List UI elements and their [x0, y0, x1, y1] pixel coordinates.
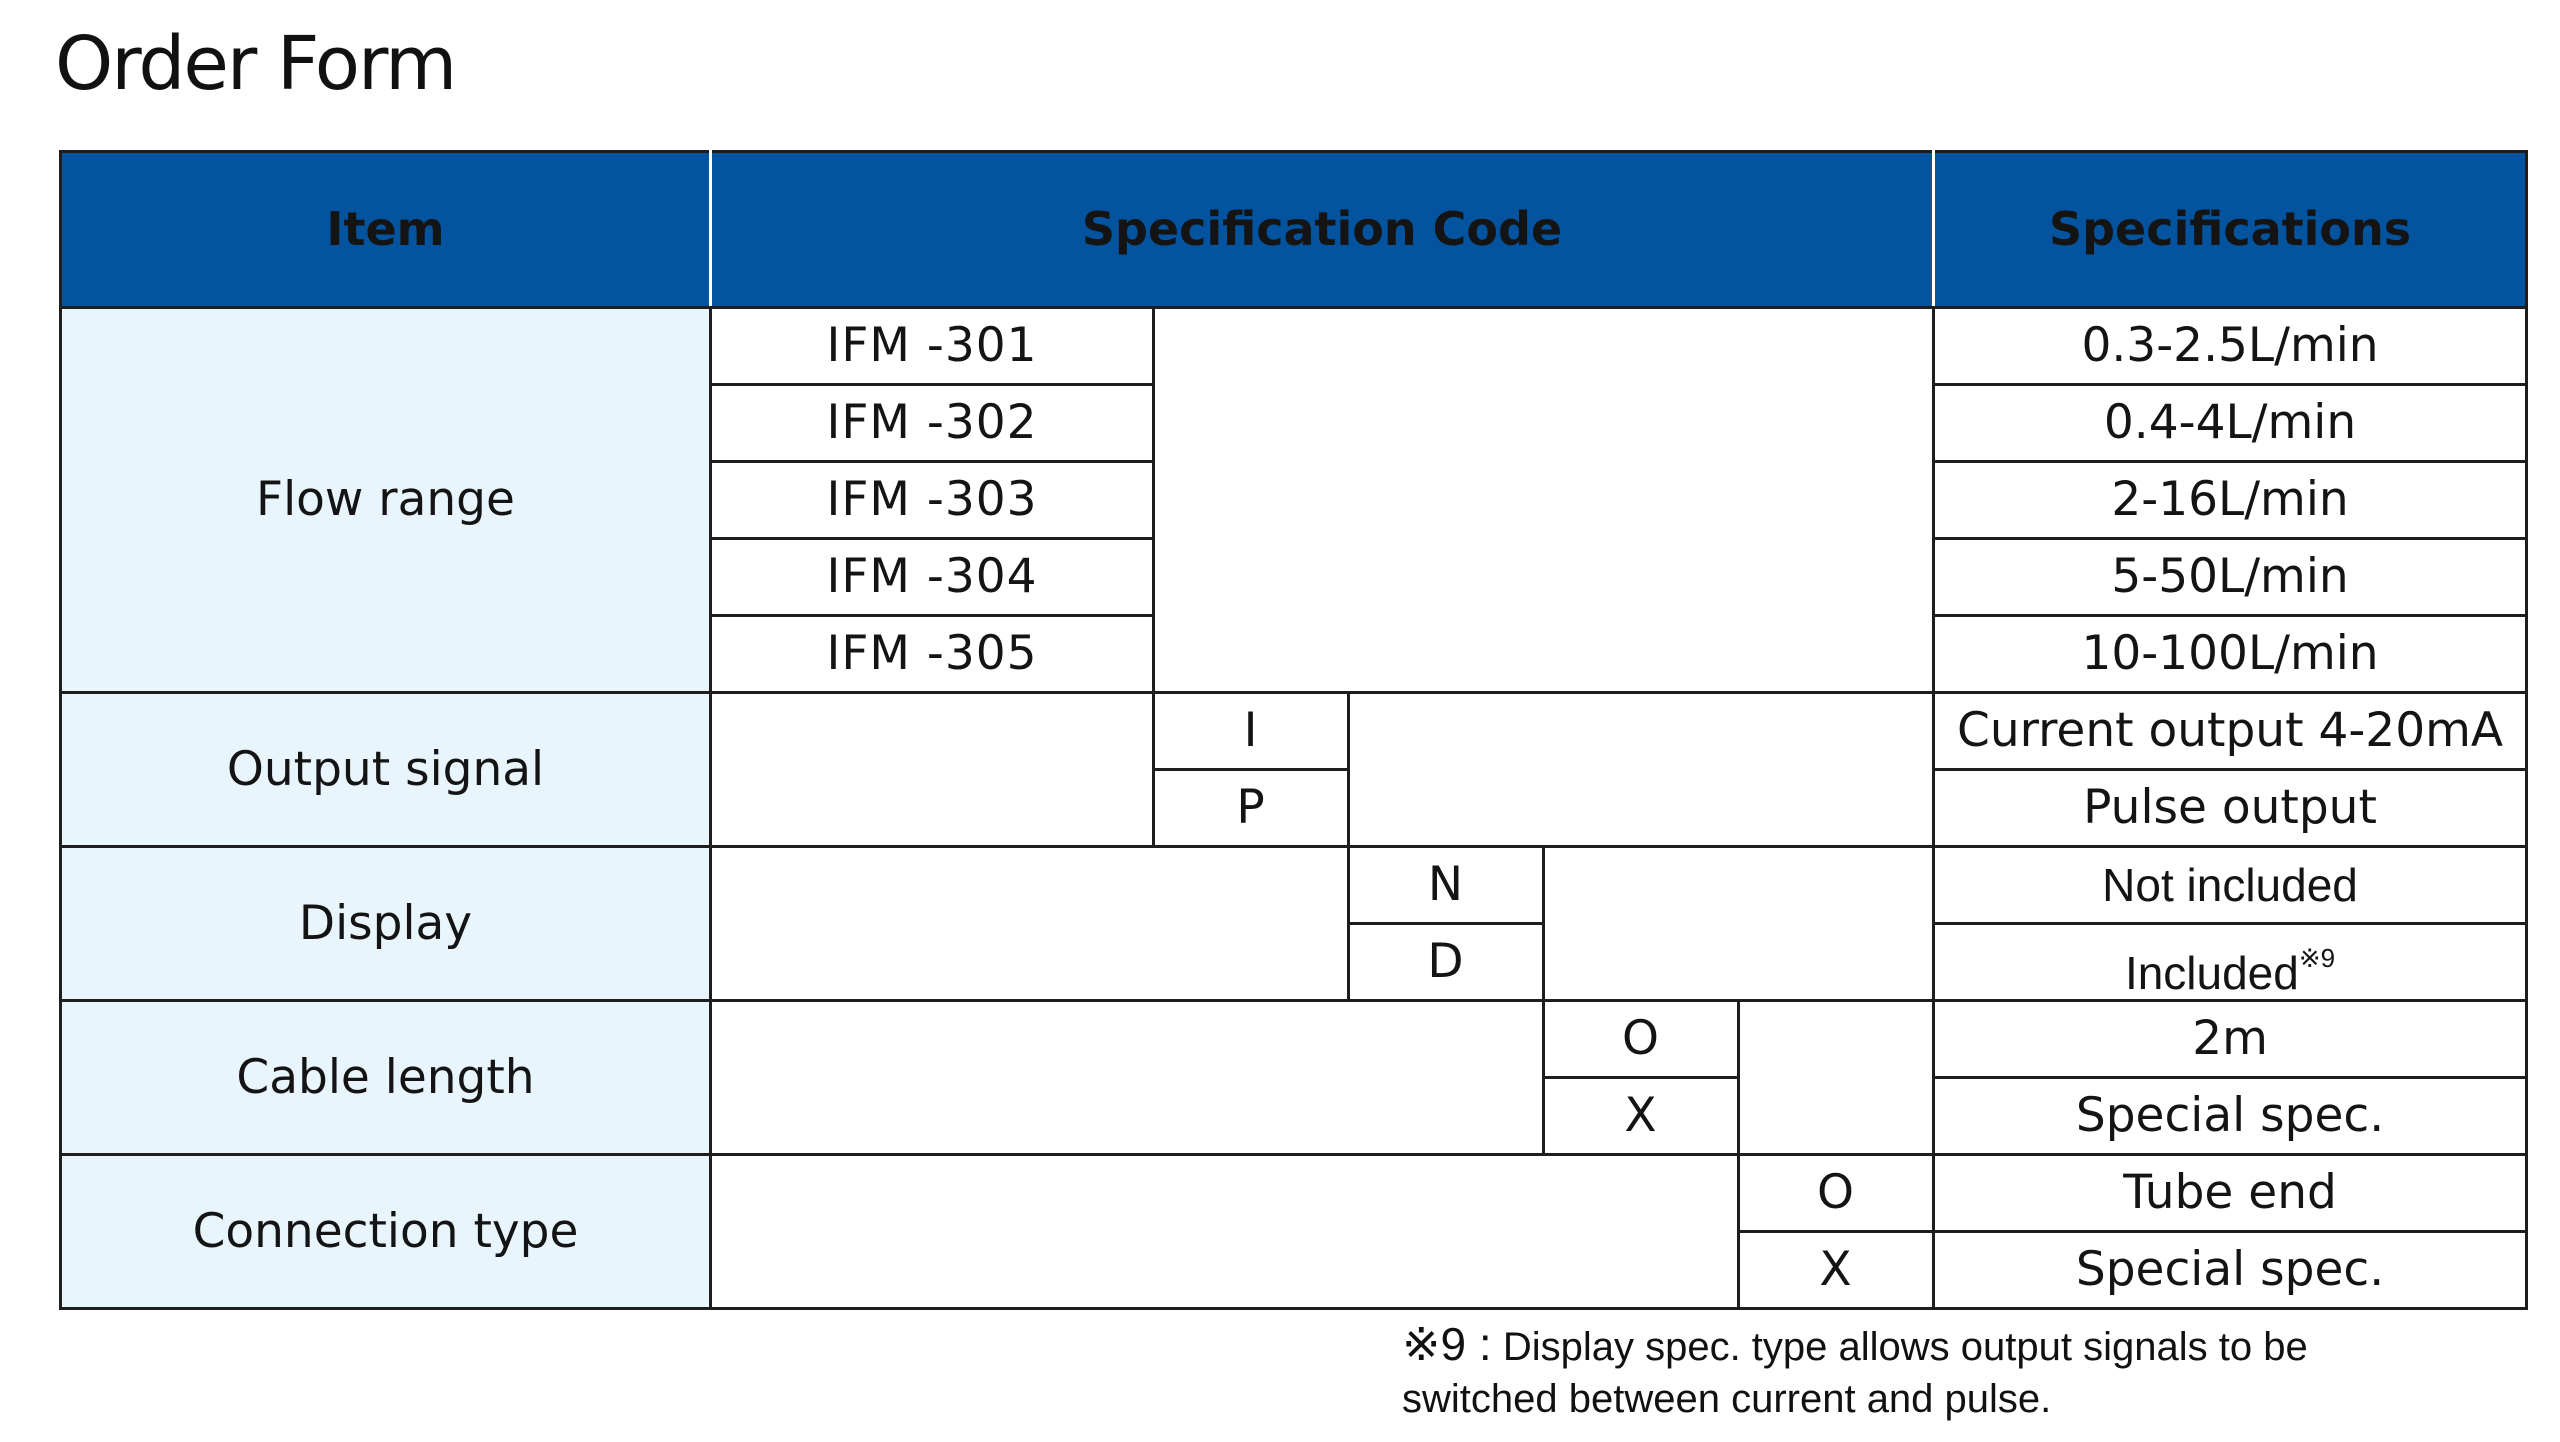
spec-flow-303: 2-16L/min — [1934, 462, 2527, 539]
item-flow-range: Flow range — [61, 308, 711, 693]
code-ifm-305: IFM -305 — [711, 616, 1154, 693]
code-output-p: P — [1154, 770, 1349, 847]
table-row — [61, 1155, 2527, 1232]
header-item: Item — [61, 152, 711, 308]
header-specifications: Specifications — [1934, 152, 2527, 308]
spec-flow-305: 10-100L/min — [1934, 616, 2527, 693]
table-row — [61, 847, 2527, 924]
item-display: Display — [61, 847, 711, 1001]
footnote — [1402, 1318, 2462, 1425]
code-ifm-303: IFM -303 — [711, 462, 1154, 539]
page-title: Order Form — [55, 21, 456, 107]
item-connection-type: Connection type — [61, 1155, 711, 1309]
table-row — [61, 308, 2527, 385]
code-ifm-302: IFM -302 — [711, 385, 1154, 462]
code-ifm-304: IFM -304 — [711, 539, 1154, 616]
spec-connection-tube-end: Tube end — [1934, 1155, 2527, 1232]
code-connection-o: O — [1739, 1155, 1934, 1232]
empty-cell — [1544, 847, 1934, 1001]
code-ifm-301: IFM -301 — [711, 308, 1154, 385]
empty-cell — [1349, 693, 1934, 847]
spec-flow-302: 0.4-4L/min — [1934, 385, 2527, 462]
table-row — [61, 1001, 2527, 1078]
spec-cable-2m: 2m — [1934, 1001, 2527, 1078]
code-display-n: N — [1349, 847, 1544, 924]
item-output-signal: Output signal — [61, 693, 711, 847]
spec-output-pulse: Pulse output — [1934, 770, 2527, 847]
table-header-row — [61, 152, 2527, 308]
table-row — [61, 693, 2527, 770]
code-cable-x: X — [1544, 1078, 1739, 1155]
spec-display-included-label: Included — [2124, 947, 2299, 1000]
code-display-d: D — [1349, 924, 1544, 1001]
empty-cell — [711, 693, 1154, 847]
order-form-table — [59, 150, 2528, 1310]
empty-cell — [1154, 308, 1934, 693]
code-cable-o: O — [1544, 1001, 1739, 1078]
empty-cell — [711, 1001, 1544, 1155]
footnote-text: Display spec. type allows output signals to be switched between current and pulse. — [1402, 1325, 2308, 1421]
code-connection-x: X — [1739, 1232, 1934, 1309]
footnote-reference: ※9 — [2298, 943, 2336, 974]
code-output-i: I — [1154, 693, 1349, 770]
empty-cell — [711, 847, 1349, 1001]
spec-connection-special: Special spec. — [1934, 1232, 2527, 1309]
spec-flow-304: 5-50L/min — [1934, 539, 2527, 616]
footnote-mark: ※9 : — [1402, 1318, 1492, 1370]
spec-output-current: Current output 4-20mA — [1934, 693, 2527, 770]
empty-cell — [711, 1155, 1739, 1309]
spec-display-included — [1934, 924, 2527, 1001]
spec-flow-301: 0.3-2.5L/min — [1934, 308, 2527, 385]
item-cable-length: Cable length — [61, 1001, 711, 1155]
header-specification-code: Specification Code — [711, 152, 1934, 308]
spec-cable-special: Special spec. — [1934, 1078, 2527, 1155]
spec-display-not-included: Not included — [1934, 847, 2527, 924]
empty-cell — [1739, 1001, 1934, 1155]
